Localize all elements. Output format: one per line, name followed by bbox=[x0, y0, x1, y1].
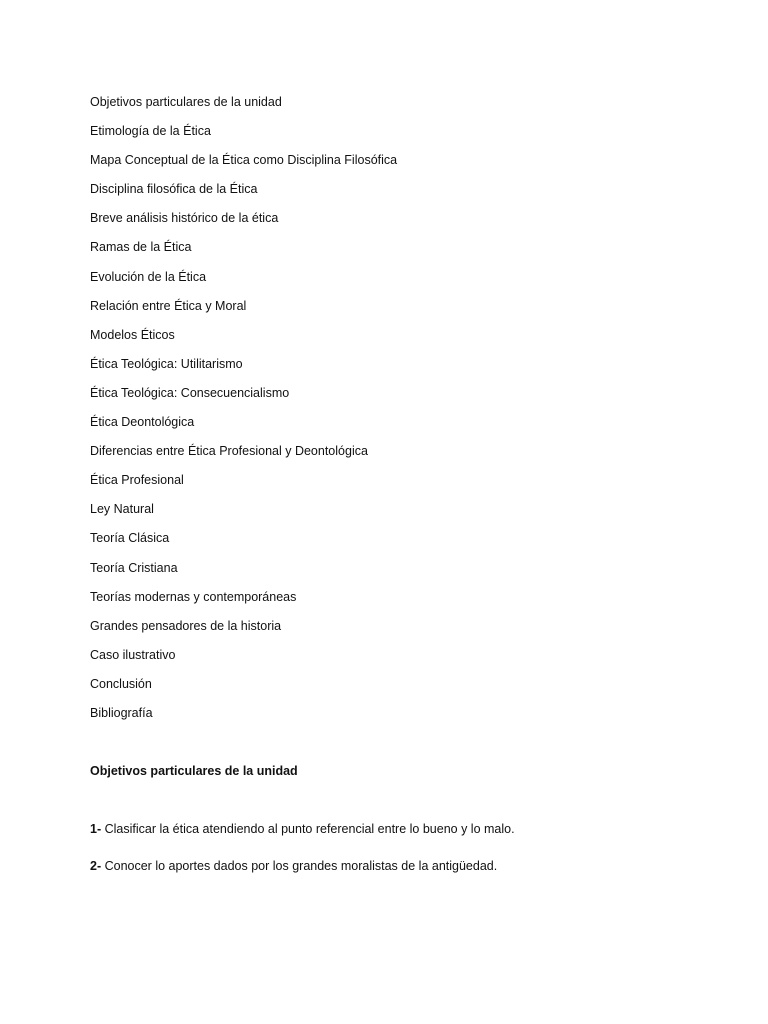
toc-item: Ética Teológica: Utilitarismo bbox=[90, 356, 243, 371]
toc-item: Ética Teológica: Consecuencialismo bbox=[90, 385, 290, 400]
objective-text: Clasificar la ética atendiendo al punto referencial entre lo bueno y lo malo. bbox=[101, 822, 515, 836]
toc-item: Etimología de la Ética bbox=[90, 124, 211, 139]
toc-item: Teoría Cristiana bbox=[90, 560, 178, 575]
toc-item: Conclusión bbox=[90, 676, 152, 691]
objective-number: 1- bbox=[90, 822, 102, 836]
toc-item: Grandes pensadores de la historia bbox=[90, 618, 282, 633]
toc-item: Modelos Éticos bbox=[90, 327, 175, 342]
objective-item bbox=[90, 820, 515, 838]
toc-item: Disciplina filosófica de la Ética bbox=[90, 182, 258, 197]
toc-item: Mapa Conceptual de la Ética como Disciplina Filosófica bbox=[90, 153, 398, 168]
toc-item: Breve análisis histórico de la ética bbox=[90, 211, 279, 226]
objective-text: Conocer lo aportes dados por los grandes moralistas de la antigüedad. bbox=[101, 859, 498, 873]
toc-item: Ley Natural bbox=[90, 502, 154, 517]
objective-number: 2- bbox=[90, 859, 102, 873]
section-heading: Objetivos particulares de la unidad bbox=[90, 764, 298, 778]
toc-item: Caso ilustrativo bbox=[90, 647, 176, 662]
objective-item bbox=[90, 857, 497, 875]
toc-item: Ética Deontológica bbox=[90, 415, 195, 430]
toc-item: Relación entre Ética y Moral bbox=[90, 298, 247, 313]
toc-item: Objetivos particulares de la unidad bbox=[90, 95, 282, 109]
table-of-contents bbox=[90, 93, 397, 733]
toc-item: Ramas de la Ética bbox=[90, 240, 192, 255]
toc-item: Teorías modernas y contemporáneas bbox=[90, 589, 297, 604]
toc-item: Ética Profesional bbox=[90, 473, 184, 488]
toc-item: Diferencias entre Ética Profesional y Deontológica bbox=[90, 444, 368, 459]
toc-item: Bibliografía bbox=[90, 705, 153, 720]
toc-item: Evolución de la Ética bbox=[90, 269, 207, 284]
toc-item: Teoría Clásica bbox=[90, 531, 170, 546]
